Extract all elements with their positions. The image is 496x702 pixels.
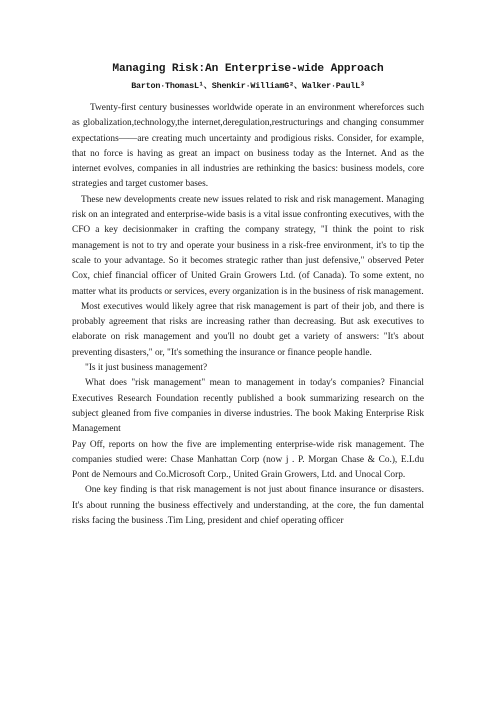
paragraph-2: These new developments create new issues related to risk and risk management. Managing risk on an integrated and enterprise-wide basis is a vital issue confronting executives, with the CFO a key decisionmaker in crafting the company strategy, "I think the point to risk management is not to try and operate your business in a risk-free environment, it's to tip the scale to your advantage. So it becomes strategic rather than just defensive," observed Peter Cox, chief financial officer of United Grain Growers Ltd. (of Canada). To some extent, no matter what its products or services, every organization is in the business of risk management. bbox=[72, 194, 424, 297]
paragraph-7: One key finding is that risk management is not just about finance insurance or disasters. It's about running the business effectively and understanding, at the core, the fun damental risks facing the business .Tim Ling, president and chief operating officer bbox=[72, 485, 424, 527]
paragraph-6: Pay Off, reports on how the five are implementing enterprise-wide risk management. The companies studied were: Chase Manhattan Corp (now j . P. Morgan Chase & Co.), E.Ldu Pont de Nemours and Co.Microsoft Corp., United Grain Growers, Ltd. and Unocal Corp. bbox=[72, 439, 424, 481]
paragraph-3: Most executives would likely agree that risk management is part of their job, and there is probably agreement that risks are increasing rather than decreasing. But ask executives to elaborate on risk management and you'll no doubt get a variety of answers: "It's about preventing disasters," or, "It's something the insurance or finance people handle. bbox=[72, 301, 424, 358]
paragraph-1: Twenty-first century businesses worldwide operate in an environment whereforces such as globalization,technology,the internet,deregulation,restructurings and changing consummer expectations——are creating much uncertainty and prodigious risks. Consider, for example, that no force is having as great an impact on business today as the Internet. And as the internet evolves, companies in all industries are rethinking the basics: business models, core strategies and target customer bases. bbox=[72, 103, 424, 190]
document-authors: Barton·ThomasL¹、Shenkir·WilliamG²、Walker·PaulL³ bbox=[131, 81, 365, 91]
document-title: Managing Risk:An Enterprise-wide Approach bbox=[112, 63, 384, 75]
paragraph-4: "Is it just business management? bbox=[85, 363, 208, 374]
paragraph-5: What does "risk management" mean to management in today's companies? Financial Executives Research Foundation recently published a book summarizing research on the subject gleaned from five companies in diverse industries. The book Making Enterprise Risk Management bbox=[72, 378, 424, 435]
